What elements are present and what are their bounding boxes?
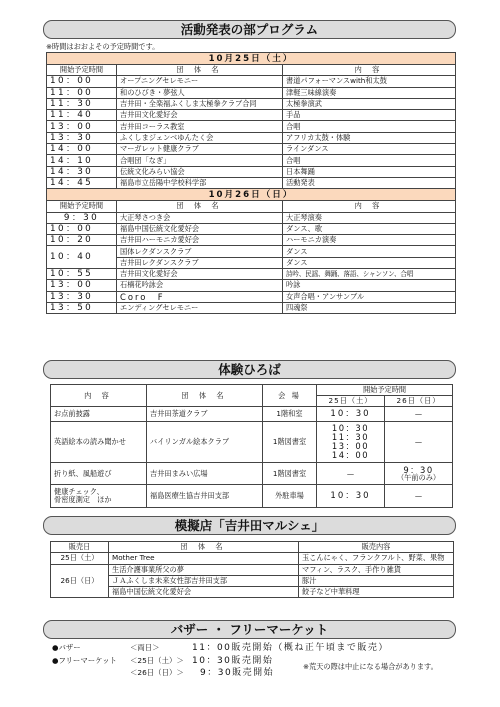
flea-day2: ＜26日（日）＞ xyxy=(130,668,184,677)
group-cell: 国体レクダンスクラブ xyxy=(117,246,283,257)
col-start-header: 開始予定時間 xyxy=(317,385,453,396)
table-row xyxy=(51,485,453,508)
time-cell: 10：40 xyxy=(47,246,117,269)
experience-section-title: 体験ひろば xyxy=(43,360,456,379)
table-row xyxy=(47,280,456,291)
content-cell: お点前披露 xyxy=(51,407,147,422)
time-cell: 10：55 xyxy=(47,269,117,280)
group-cell: 吉井田コーラス教室 xyxy=(117,121,283,132)
group-cell: ふくしまジェンベゆんたく会 xyxy=(117,132,283,143)
content-cell: 太極拳演武 xyxy=(283,98,456,109)
group-cell: Mother Tree xyxy=(109,553,299,564)
time-cell: 13：50 xyxy=(47,302,117,313)
content-cell: ダンス xyxy=(283,257,456,268)
flea-line-2 xyxy=(52,667,274,679)
content-cell: ハーモニカ演奏 xyxy=(283,235,456,246)
d25-cell: — xyxy=(317,463,385,485)
content-cell: マフィン、ラスク、手作り雑貨 xyxy=(299,564,454,575)
d26-time: 9：30 xyxy=(403,464,434,475)
group-cell: 合唱団「なぎ」 xyxy=(117,155,283,166)
flea-label: ●フリーマーケット xyxy=(52,656,117,665)
col-content-header: 内 容 xyxy=(51,385,147,407)
group-cell: 吉井田ハーモニカ愛好会 xyxy=(117,235,283,246)
table-row xyxy=(47,235,456,246)
group-cell: 吉井田文化愛好会 xyxy=(117,110,283,121)
group-cell: マーガレット健康クラブ xyxy=(117,144,283,155)
d26-cell xyxy=(385,463,453,485)
marche-section-title: 模擬店「吉井田マルシェ」 xyxy=(43,516,456,535)
table-row xyxy=(47,110,456,121)
table-row xyxy=(47,155,456,166)
marche-table xyxy=(50,541,454,598)
time-cell: 10：00 xyxy=(47,223,117,234)
flea-time1: 10：30販売開始 xyxy=(192,656,274,666)
table-row xyxy=(47,269,456,280)
content-cell: 豚汁 xyxy=(299,575,454,586)
content-cell: 玉こんにゃく、フランクフルト、野菜、果物 xyxy=(299,553,454,564)
content-cell: 餃子など中華料理 xyxy=(299,587,454,598)
content-cell: アフリカ太鼓・体験 xyxy=(283,132,456,143)
content-cell: ダンス xyxy=(283,246,456,257)
bazaar-time: 11：00販売開始（概ね正午頃まで販売） xyxy=(192,643,389,653)
time-cell: 11：40 xyxy=(47,110,117,121)
content-cell: 活動発表 xyxy=(283,177,456,188)
d26-cell: — xyxy=(385,407,453,422)
col-time-header: 開始予定時間 xyxy=(47,201,117,212)
time-note: ※時間はおおよその予定時間です。 xyxy=(46,42,160,51)
day2-date: 10月26日（日） xyxy=(47,189,456,201)
col-date-header: 販売日 xyxy=(51,542,109,553)
flea-day1: ＜25日（土）＞ xyxy=(130,656,184,665)
date-cell: 26日（日） xyxy=(51,564,109,598)
flea-time2: 9：30販売開始 xyxy=(200,668,275,678)
group-cell: 福島医療生協吉井田支部 xyxy=(147,485,263,508)
day2-rows xyxy=(47,212,456,314)
time-cell: 13：00 xyxy=(47,280,117,291)
table-row xyxy=(47,76,456,87)
time-cell: 14：00 xyxy=(47,144,117,155)
bazaar-line xyxy=(52,642,389,654)
time-cell: 11：00 xyxy=(47,87,117,98)
content-cell: 手品 xyxy=(283,110,456,121)
col-content-header: 内 容 xyxy=(283,65,456,76)
group-cell: 吉井田・全楽福ふくしま太極拳クラブ合同 xyxy=(117,98,283,109)
d25-cell: 10：30 11：30 13：00 14：00 xyxy=(317,422,385,463)
time-cell: 14：30 xyxy=(47,166,117,177)
group-cell: バイリンガル絵本クラブ xyxy=(147,422,263,463)
group-cell: エンディングセレモニー xyxy=(117,302,283,313)
content-cell: 合唱 xyxy=(283,121,456,132)
bazaar-days: ＜両日＞ xyxy=(130,643,160,652)
table-row xyxy=(51,463,453,485)
place-cell: 外駐車場 xyxy=(263,485,317,508)
bazaar-section-title: バザー ・ フリーマーケット xyxy=(43,620,456,639)
place-cell: 1階図書室 xyxy=(263,463,317,485)
time-cell: 13：00 xyxy=(47,121,117,132)
content-cell: 津軽三味線演奏 xyxy=(283,87,456,98)
group-cell: 福島中国伝統文化愛好会 xyxy=(109,587,299,598)
d26-cell: — xyxy=(385,485,453,508)
time-cell: 10：00 xyxy=(47,76,117,87)
col-group-header: 団 体 名 xyxy=(117,201,283,212)
table-row xyxy=(51,564,454,575)
day1-date: 10月25日（土） xyxy=(47,53,456,65)
content-cell: 書道パフォーマンスwith和太鼓 xyxy=(283,76,456,87)
flea-line-1 xyxy=(52,655,273,667)
table-row xyxy=(51,407,453,422)
bazaar-label: ●バザー xyxy=(52,643,81,652)
time-cell: 10：20 xyxy=(47,235,117,246)
table-row xyxy=(47,132,456,143)
content-cell: 大正琴演奏 xyxy=(283,212,456,223)
experience-table xyxy=(50,384,453,508)
table-row xyxy=(47,177,456,188)
col-d25-header: 25日（土） xyxy=(317,396,385,407)
day1-rows xyxy=(47,76,456,189)
program-section-title: 活動発表の部プログラム xyxy=(43,20,456,39)
table-row xyxy=(47,144,456,155)
col-group-header: 団 体 名 xyxy=(117,65,283,76)
content-cell: 四魂祭 xyxy=(283,302,456,313)
group-cell: 和のひびき・夢弦人 xyxy=(117,87,283,98)
table-row xyxy=(47,302,456,313)
d26-note: （午前のみ） xyxy=(396,472,441,482)
table-row xyxy=(47,291,456,302)
table-row xyxy=(47,121,456,132)
table-row xyxy=(51,553,454,564)
content-cell: 女声合唱・アンサンブル xyxy=(283,291,456,302)
col-group-header: 団 体 名 xyxy=(109,542,299,553)
table-row xyxy=(47,223,456,234)
date-cell: 25日（土） xyxy=(51,553,109,564)
content-cell: 折り紙、風船遊び xyxy=(51,463,147,485)
col-group-header: 団 体 名 xyxy=(147,385,263,407)
group-cell: 伝統文化みらい協会 xyxy=(117,166,283,177)
group-cell: 吉井田まみい広場 xyxy=(147,463,263,485)
col-content-header: 販売内容 xyxy=(299,542,454,553)
col-place-header: 会 場 xyxy=(263,385,317,407)
table-row xyxy=(47,246,456,257)
col-content-header: 内 容 xyxy=(283,201,456,212)
time-cell: 14：10 xyxy=(47,155,117,166)
content-cell: 健康チェック、 骨密度測定 ほか xyxy=(51,485,147,508)
table-row xyxy=(47,212,456,223)
time-cell: 9：30 xyxy=(47,212,117,223)
content-cell: 詩吟、民謡、舞踊、落語、シャンソン、合唱 xyxy=(283,269,456,280)
table-row xyxy=(47,98,456,109)
content-cell: 日本舞踊 xyxy=(283,166,456,177)
group-cell: 福島中国伝統文化愛好会 xyxy=(117,223,283,234)
group-cell: 生活介護事業所父の夢 xyxy=(109,564,299,575)
group-cell: 石楠花吟詠会 xyxy=(117,280,283,291)
place-cell: 1階図書室 xyxy=(263,422,317,463)
group-cell: 吉井田レクダンスクラブ xyxy=(117,257,283,268)
content-cell: 英語絵本の読み聞かせ xyxy=(51,422,147,463)
table-row xyxy=(51,587,454,598)
group-cell: 福島市立岳陽中学校科学部 xyxy=(117,177,283,188)
group-cell: Coro F xyxy=(117,291,283,302)
time-cell: 11：30 xyxy=(47,98,117,109)
group-cell: オープニングセレモニー xyxy=(117,76,283,87)
d25-cell: 10：30 xyxy=(317,485,385,508)
program-table xyxy=(46,52,456,314)
content-cell: ダンス、歌 xyxy=(283,223,456,234)
content-cell: 吟詠 xyxy=(283,280,456,291)
time-cell: 13：30 xyxy=(47,132,117,143)
table-row xyxy=(51,422,453,463)
place-cell: 1階和室 xyxy=(263,407,317,422)
d26-cell: — xyxy=(385,422,453,463)
col-time-header: 開始予定時間 xyxy=(47,65,117,76)
table-row xyxy=(47,166,456,177)
col-d26-header: 26日（日） xyxy=(385,396,453,407)
group-cell: 大正琴さつき会 xyxy=(117,212,283,223)
d25-cell: 10：30 xyxy=(317,407,385,422)
content-cell: ラインダンス xyxy=(283,144,456,155)
table-row xyxy=(47,87,456,98)
time-cell: 13：30 xyxy=(47,291,117,302)
table-row xyxy=(51,575,454,586)
content-cell: 合唱 xyxy=(283,155,456,166)
group-cell: 吉井田文化愛好会 xyxy=(117,269,283,280)
group-cell: ＪＡふくしま未来女性部吉井田支部 xyxy=(109,575,299,586)
time-cell: 14：45 xyxy=(47,177,117,188)
weather-note: ※荒天の際は中止になる場合があります。 xyxy=(303,662,438,671)
group-cell: 吉井田茶道クラブ xyxy=(147,407,263,422)
